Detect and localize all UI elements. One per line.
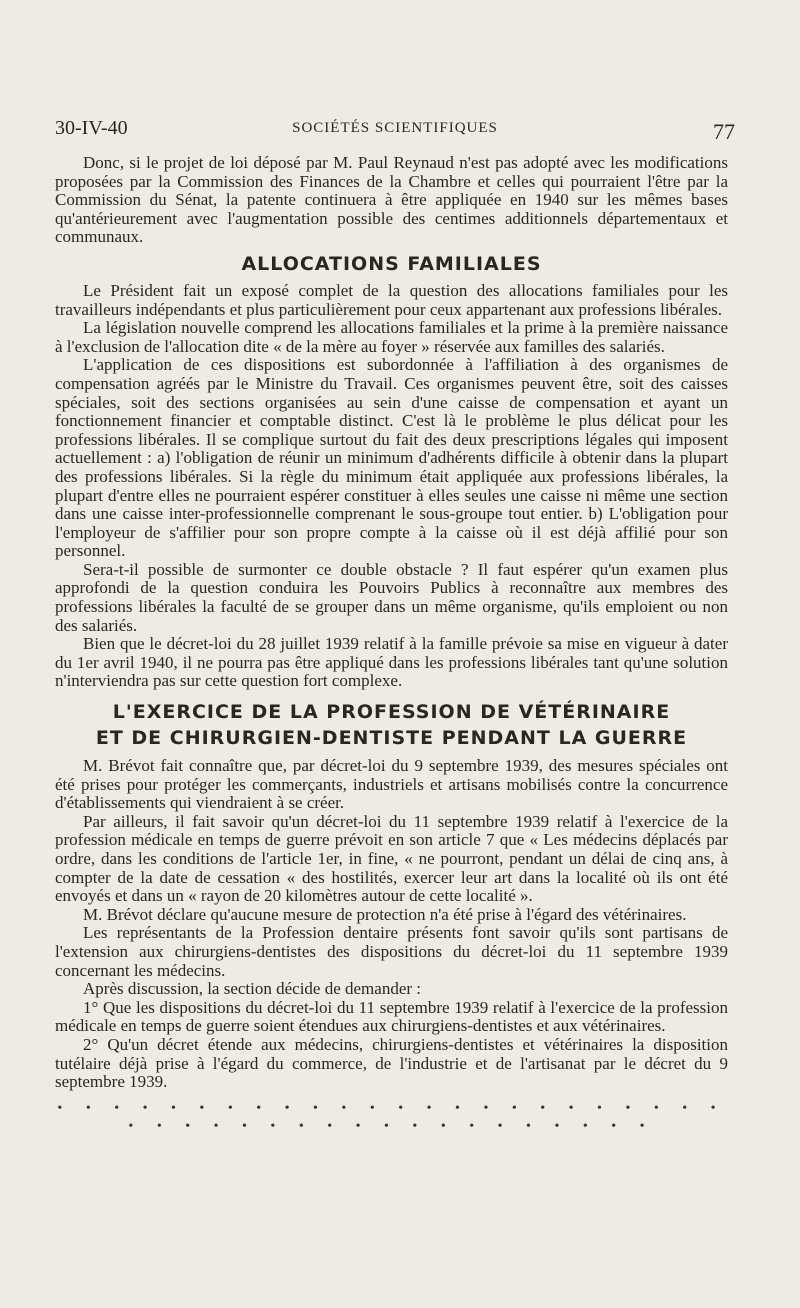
paragraph: Les représentants de la Profession dentaire présents font savoir qu'ils sont partisans de l'extension aux chirurgiens-dentistes des dispositions du décret-loi du 11 septembre 1939 concernant les médecins. [55,923,728,980]
paragraph: 1° Que les dispositions du décret-loi du 11 septembre 1939 relatif à l'exercice de la profession médicale en temps de guerre soient étendues aux chirurgiens-dentistes et aux vétérinaires. [55,997,728,1036]
intro-paragraph: Donc, si le projet de loi déposé par M. Paul Reynaud n'est pas adopté avec les modifications proposées par la Commission des Finances de la Chambre et celles qui pourraient l'être par la Commission du Sénat, la patente continuera à être appliquée en 1940 sur les mêmes bases qu'antérieurement avec l'augmentation possible des centimes additionnels départementaux et communaux. [55,153,728,247]
section-heading-veterinaire [55,699,728,751]
paragraph: Bien que le décret-loi du 28 juillet 1939 relatif à la famille prévoie sa mise en vigueur à dater du 1er avril 1940, il ne pourra pas être appliqué dans les professions libérales tant qu'une solution n'interviendra pas sur cette question fort complexe. [55,634,728,691]
running-header [55,117,735,147]
page-body [55,154,728,1137]
header-title: SOCIÉTÉS SCIENTIFIQUES [292,120,498,136]
paragraph: M. Brévot fait connaître que, par décret-loi du 9 septembre 1939, des mesures spéciales ont été prises pour protéger les commerçants, industriels et artisans mobilisés contre la concurrence d'établissements qui viendraient à se créer. [55,756,728,813]
paragraph: 2° Qu'un décret étende aux médecins, chirurgiens-dentistes et vétérinaires la disposition tutélaire déjà prise à l'égard du commerce, de l'industrie et de l'artisanat par le décret du 9 septembre 1939. [55,1034,728,1092]
dotted-rule: • • • • • • • • • • • • • • • • • • • • • • • • • • • • • • • • • • • • • • • • • • • [57,1100,726,1135]
paragraph: Après discussion, la section décide de demander : [83,979,422,999]
paragraph: La législation nouvelle comprend les allocations familiales et la prime à la première naissance à l'exclusion de l'allocation dite « de la mère au foyer » réservée aux familles des salariés. [55,318,728,356]
page-number: 77 [713,119,735,144]
paragraph: M. Brévot déclare qu'aucune mesure de protection n'a été prise à l'égard des vétérinaires. [83,904,687,924]
paragraph: Le Président fait un exposé complet de la question des allocations familiales pour les travailleurs indépendants et plus particulièrement pour ceux appartenant aux professions libérales. [55,280,728,319]
section-heading-allocations: ALLOCATIONS FAMILIALES [241,252,542,275]
paragraph: Par ailleurs, il fait savoir qu'un décret-loi du 11 septembre 1939 relatif à l'exercice de la profession médicale en temps de guerre prévoit en son article 7 que « Les médecins déplacés par ordre, dans les conditions de l'article 1er, in fine, « ne pourront, pendant un délai de cinq ans, à compter de la date de cessation « des hostilités, exercer leur art dans la localité où ils ont été envoyés et dans un « rayon de 20 kilomètres autour de cette localité ». [55,811,728,906]
heading-line-2: ET DE CHIRURGIEN-DENTISTE PENDANT LA GUERRE [95,727,688,750]
paragraph: L'application de ces dispositions est subordonnée à l'affiliation à des organismes de compensation agréés par le Ministre du Travail. Ces organismes peuvent être, soit des caisses spéciales, soit des sections organisées au sein d'une caisse de compensation et ayant un fonctionnement financier et comptable distinct. C'est là le problème le plus délicat pour les professions libérales. Il se complique surtout du fait des deux prescriptions légales qui imposent actuellement : a) l'obligation de réunir un minimum d'adhérents difficile à obtenir dans la plupart des professions libérales. Si la règle du minimum était appliquée aux professions libérales, la plupart d'entre elles ne pourraient espérer constituer à elles seules une caisse ni même une section dans une caisse inter-professionnelle comprenant le sous-groupe tout entier. b) L'obligation pour l'employeur de s'affilier pour son propre compte à la caisse où il est déjà affilié pour son personnel. [55,355,728,561]
heading-line-1: L'EXERCICE DE LA PROFESSION DE VÉTÉRINAIRE [112,701,671,724]
paragraph: Sera-t-il possible de surmonter ce double obstacle ? Il faut espérer qu'un examen plus approfondi de la question conduira les Pouvoirs Publics à reconnaître aux membres des professions libérales la faculté de se grouper dans un même organisme, qu'ils emploient ou non des salariés. [55,559,728,635]
header-date: 30-IV-40 [55,117,128,139]
